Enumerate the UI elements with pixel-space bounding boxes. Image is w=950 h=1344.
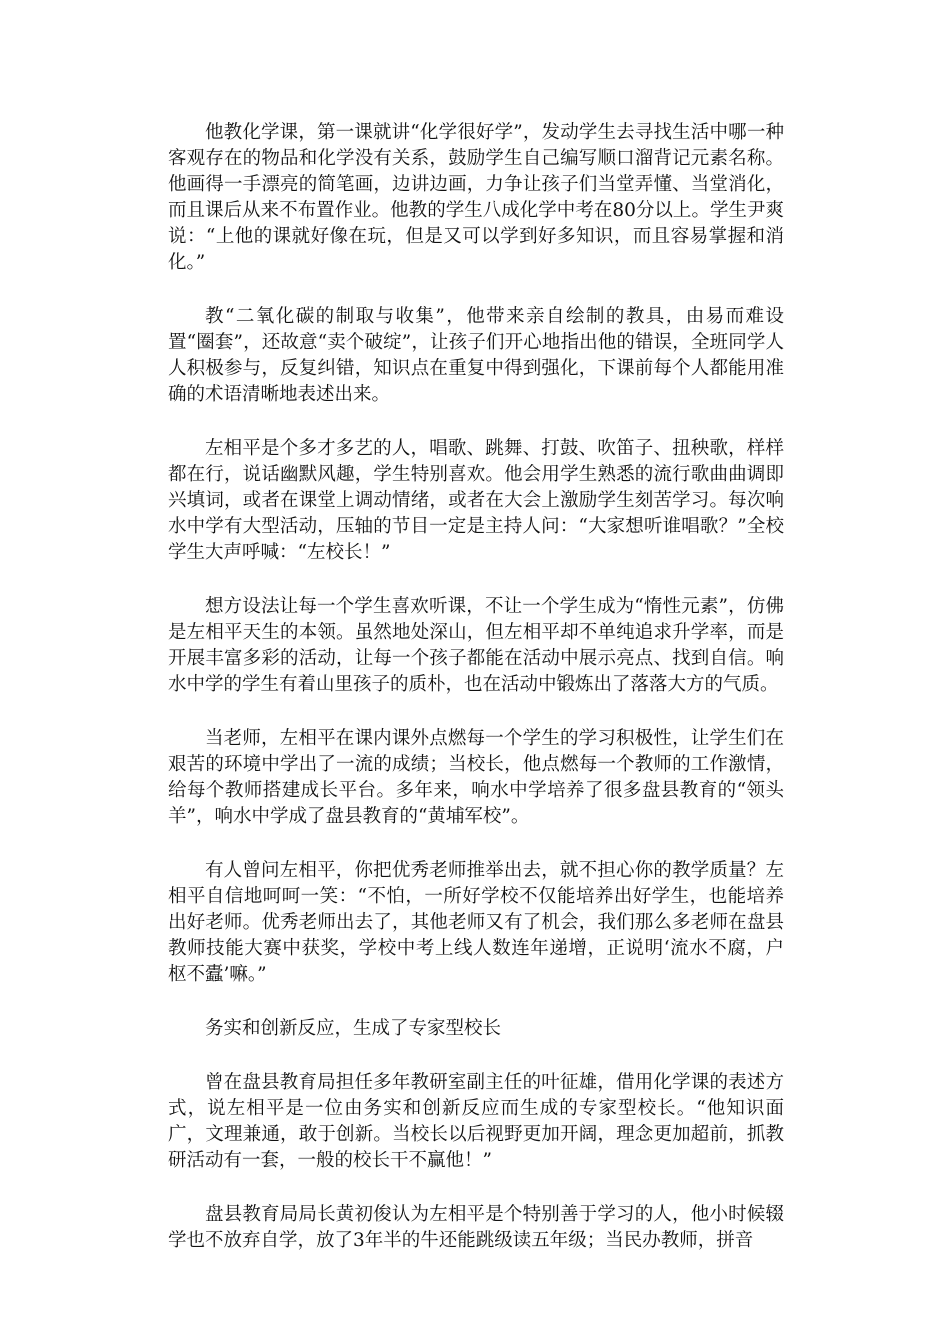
paragraph-8: 盘县教育局局长黄初俊认为左相平是个特别善于学习的人，他小时候辍学也不放弃自学，放了3年半的牛还能跳级读五年级；当民办教师，拼音 <box>168 1204 784 1251</box>
paragraph-7: 曾在盘县教育局担任多年教研室副主任的叶征雄，借用化学课的表述方式，说左相平是一位由务实和创新反应而生成的专家型校长。“他知识面广，文理兼通，敢于创新。当校长以后视野更加开阔，理念更加超前，抓教研活动有一套，一般的校长干不赢他！” <box>168 1072 784 1171</box>
paragraph-2: 教“二氧化碳的制取与收集”，他带来亲自绘制的教具，由易而难设置“圈套”，还故意“卖个破绽”，让孩子们开心地指出他的错误，全班同学人人积极参与，反复纠错，知识点在重复中得到强化，下课前每个人都能用准确的术语清晰地表述出来。 <box>168 306 784 405</box>
paragraph-3: 左相平是个多才多艺的人，唱歌、跳舞、打鼓、吹笛子、扭秧歌，样样都在行，说话幽默风趣，学生特别喜欢。他会用学生熟悉的流行歌曲曲调即兴填词，或者在课堂上调动情绪，或者在大会上激励学生刻苦学习。每次响水中学有大型活动，压轴的节目一定是主持人问：“大家想听谁唱歌？”全校学生大声呼喊：“左校长！” <box>168 438 784 563</box>
paragraph-4: 想方设法让每一个学生喜欢听课，不让一个学生成为“惰性元素”，仿佛是左相平天生的本领。虽然地处深山，但左相平却不单纯追求升学率，而是开展丰富多彩的活动，让每一个孩子都能在活动中展示亮点、找到自信。响水中学的学生有着山里孩子的质朴，也在活动中锻炼出了落落大方的气质。 <box>168 596 784 695</box>
paragraph-6: 有人曾问左相平，你把优秀老师推举出去，就不担心你的教学质量？左相平自信地呵呵一笑：“不怕，一所好学校不仅能培养出好学生，也能培养出好老师。优秀老师出去了，其他老师又有了机会，我们那么多老师在盘县教师技能大赛中获奖，学校中考上线人数连年递增，正说明‘流水不腐，户枢不蠹’嘛。” <box>168 860 784 985</box>
document-page <box>168 120 784 1282</box>
section-heading: 务实和创新反应，生成了专家型校长 <box>205 1018 502 1039</box>
paragraph-5: 当老师，左相平在课内课外点燃每一个学生的学习积极性，让学生们在艰苦的环境中学出了一流的成绩；当校长，他点燃每一个教师的工作激情，给每个教师搭建成长平台。多年来，响水中学培养了很多盘县教育的“领头羊”，响水中学成了盘县教育的“黄埔军校”。 <box>168 728 784 827</box>
paragraph-1: 他教化学课，第一课就讲“化学很好学”，发动学生去寻找生活中哪一种客观存在的物品和化学没有关系，鼓励学生自己编写顺口溜背记元素名称。他画得一手漂亮的简笔画，边讲边画，力争让孩子们当堂弄懂、当堂消化，而且课后从来不布置作业。他教的学生八成化学中考在80分以上。学生尹爽说：“上他的课就好像在玩，但是又可以学到好多知识，而且容易掌握和消化。” <box>168 122 784 273</box>
